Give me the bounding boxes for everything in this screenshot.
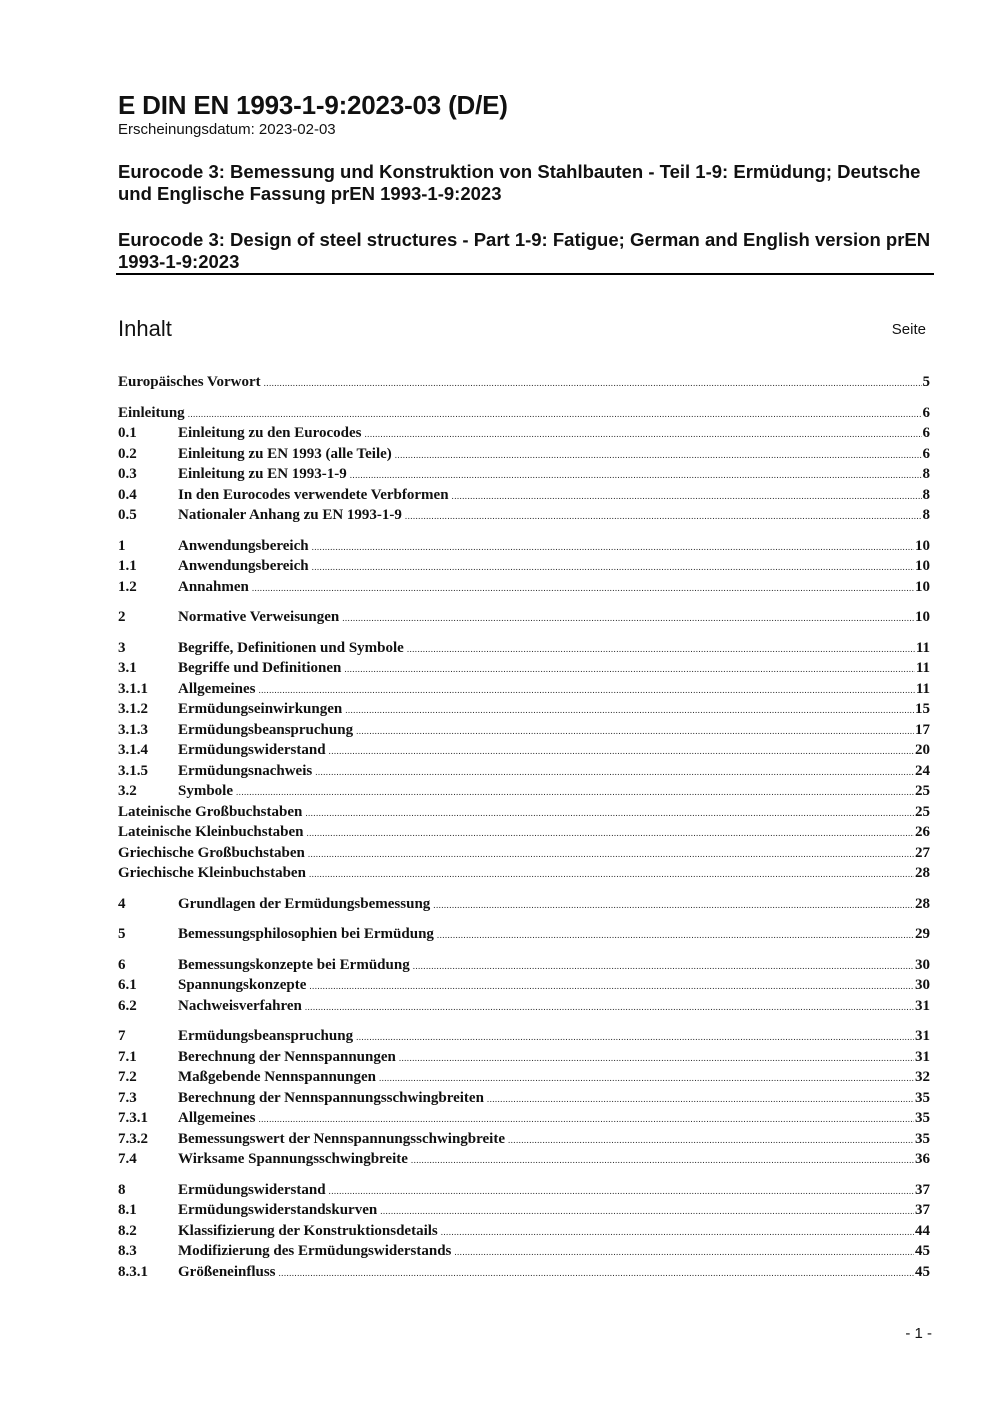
toc-dot-leader	[329, 1181, 914, 1202]
toc-entry-label: Lateinische Großbuchstaben	[118, 803, 303, 820]
title-english: Eurocode 3: Design of steel structures - Part 1-9: Fatigue; German and English version prEN 1993-1-9:2023	[118, 229, 931, 272]
toc-dot-leader	[365, 424, 922, 445]
page-number: - 1 -	[905, 1325, 932, 1342]
toc-entry-label: Einleitung zu EN 1993 (alle Teile)	[178, 445, 392, 462]
toc-entry-page: 8	[922, 466, 930, 482]
toc-entry-page: 8	[922, 507, 930, 523]
toc-entry-label: Größeneinfluss	[178, 1263, 276, 1280]
toc-entry-page: 6	[922, 404, 930, 421]
toc-entry-page: 36	[915, 1151, 930, 1167]
toc-dot-leader	[350, 465, 922, 486]
toc-entry-number: 3.2	[118, 783, 137, 799]
toc-entry[interactable]	[118, 996, 930, 1017]
toc-entry-label: Berechnung der Nennspannungen	[178, 1048, 396, 1065]
toc-entry[interactable]	[118, 955, 930, 976]
publication-date: Erscheinungsdatum: 2023-02-03	[118, 121, 336, 138]
toc-entry[interactable]	[118, 863, 930, 884]
toc-entry-number: 6	[118, 956, 126, 973]
toc-entry[interactable]	[118, 843, 930, 864]
toc-dot-leader	[437, 925, 914, 946]
toc-dot-leader	[305, 997, 914, 1018]
toc-entry[interactable]	[118, 740, 930, 761]
toc-dot-leader	[452, 486, 922, 507]
toc-entry-page: 30	[915, 956, 930, 973]
toc-entry-page: 37	[915, 1181, 930, 1198]
toc-dot-leader	[252, 578, 914, 599]
toc-entry-label: In den Eurocodes verwendete Verbformen	[178, 486, 449, 503]
toc-entry-number: 6.1	[118, 977, 137, 993]
toc-page-column-label: Seite	[891, 321, 926, 338]
toc-entry-label: Anwendungsbereich	[178, 537, 309, 554]
toc-entry[interactable]	[118, 1047, 930, 1068]
toc-entry-page: 6	[922, 445, 930, 462]
toc-entry-label: Spannungskonzepte	[178, 977, 307, 993]
toc-entry-page: 37	[915, 1202, 930, 1218]
toc-entry-page: 15	[915, 701, 930, 717]
toc-entry-page: 31	[915, 1048, 930, 1065]
toc-entry-label: Wirksame Spannungsschwingbreite	[178, 1151, 408, 1167]
toc-entry-number: 3.1	[118, 660, 137, 676]
toc-entry-page: 35	[915, 1110, 930, 1126]
toc-entry-number: 3.1.4	[118, 742, 148, 758]
toc-entry-label: Allgemeines	[178, 1110, 256, 1126]
toc-entry-label: Einleitung	[118, 404, 185, 421]
toc-entry-number: 8.2	[118, 1222, 137, 1239]
toc-entry-page: 28	[915, 865, 930, 881]
toc-entry-page: 24	[915, 762, 930, 779]
toc-entry[interactable]	[118, 464, 930, 485]
toc-entry-page: 32	[915, 1069, 930, 1085]
toc-entry-label: Klassifizierung der Konstruktionsdetails	[178, 1222, 438, 1239]
toc-entry[interactable]	[118, 577, 930, 598]
toc-entry[interactable]	[118, 607, 930, 628]
toc-entry[interactable]	[118, 975, 930, 996]
toc-entry-number: 3.1.1	[118, 680, 148, 697]
toc-entry[interactable]	[118, 372, 930, 393]
toc-entry-page: 5	[922, 374, 930, 390]
toc-entry[interactable]	[118, 802, 930, 823]
toc-entry-number: 0.3	[118, 466, 137, 482]
toc-entry-label: Lateinische Kleinbuchstaben	[118, 824, 304, 840]
toc-dot-leader	[306, 823, 914, 844]
toc-entry-number: 0.1	[118, 425, 137, 441]
toc-entry-page: 20	[915, 742, 930, 758]
toc-entry-number: 2	[118, 609, 126, 625]
toc-entry-number: 8.3.1	[118, 1263, 148, 1280]
toc-entry[interactable]	[118, 1088, 930, 1109]
toc-entry-page: 29	[915, 926, 930, 942]
toc-entry-label: Begriffe, Definitionen und Symbole	[178, 639, 404, 656]
toc-dot-leader	[308, 844, 914, 865]
toc-entry[interactable]	[118, 444, 930, 465]
toc-entry[interactable]	[118, 924, 930, 945]
toc-entry-label: Ermüdungswiderstandskurven	[178, 1202, 378, 1218]
toc-dot-leader	[407, 639, 915, 660]
toc-dot-leader	[312, 537, 914, 558]
toc-entry-label: Nationaler Anhang zu EN 1993-1-9	[178, 507, 402, 523]
toc-entry-page: 11	[915, 680, 930, 697]
toc-entry-number: 3.1.5	[118, 762, 148, 779]
toc-entry[interactable]	[118, 1241, 930, 1262]
toc-entry-number: 7	[118, 1028, 126, 1044]
toc-entry[interactable]	[118, 536, 930, 557]
toc-dot-leader	[380, 1201, 914, 1222]
toc-dot-leader	[305, 803, 914, 824]
toc-entry[interactable]	[118, 638, 930, 659]
toc-dot-leader	[264, 373, 922, 394]
toc-entry-number: 0.2	[118, 445, 137, 462]
toc-dot-leader	[342, 608, 914, 629]
toc-entry[interactable]	[118, 403, 930, 424]
toc-dot-leader	[258, 1109, 914, 1130]
toc-entry[interactable]	[118, 423, 930, 444]
toc-entry-number: 7.2	[118, 1069, 137, 1085]
toc-entry[interactable]	[118, 1221, 930, 1242]
title-german: Eurocode 3: Bemessung und Konstruktion von Stahlbauten - Teil 1-9: Ermüdung; Deutsche und Englische Fassung prEN 1993-1-9:2023	[118, 161, 921, 204]
toc-entry-label: Griechische Großbuchstaben	[118, 844, 305, 861]
toc-entry-number: 7.1	[118, 1048, 137, 1065]
toc-entry-number: 3.1.2	[118, 701, 148, 717]
toc-dot-leader	[258, 680, 914, 701]
toc-entry-number: 8	[118, 1181, 126, 1198]
toc-entry[interactable]	[118, 1200, 930, 1221]
table-of-contents	[118, 372, 930, 1282]
toc-entry-number: 0.4	[118, 486, 137, 503]
toc-dot-leader	[329, 741, 914, 762]
toc-dot-leader	[395, 445, 922, 466]
toc-entry-page: 30	[915, 977, 930, 993]
toc-entry-number: 0.5	[118, 507, 137, 523]
toc-dot-leader	[344, 659, 914, 680]
toc-dot-leader	[411, 1150, 914, 1171]
toc-dot-leader	[188, 404, 922, 425]
toc-entry-label: Bemessungskonzepte bei Ermüdung	[178, 956, 410, 973]
toc-entry-label: Allgemeines	[178, 680, 256, 697]
toc-entry-page: 10	[915, 558, 930, 574]
toc-entry[interactable]	[118, 1262, 930, 1283]
toc-dot-leader	[315, 762, 914, 783]
toc-entry-number: 3.1.3	[118, 721, 148, 738]
toc-dot-leader	[508, 1130, 914, 1151]
toc-entry-number: 7.3.1	[118, 1110, 148, 1126]
toc-entry[interactable]	[118, 1067, 930, 1088]
toc-entry-number: 3	[118, 639, 126, 656]
toc-entry-number: 1.2	[118, 578, 137, 595]
toc-entry[interactable]	[118, 1129, 930, 1150]
toc-entry-label: Bemessungswert der Nennspannungsschwingbreite	[178, 1130, 505, 1147]
toc-entry-label: Einleitung zu EN 1993-1-9	[178, 466, 347, 482]
toc-dot-leader	[309, 864, 914, 885]
toc-entry[interactable]	[118, 505, 930, 526]
toc-entry[interactable]	[118, 1149, 930, 1170]
toc-entry-label: Griechische Kleinbuchstaben	[118, 865, 306, 881]
toc-entry[interactable]	[118, 1180, 930, 1201]
toc-entry[interactable]	[118, 679, 930, 700]
toc-dot-leader	[487, 1089, 914, 1110]
toc-entry-number: 4	[118, 895, 126, 912]
toc-entry-label: Maßgebende Nennspannungen	[178, 1069, 376, 1085]
toc-entry-page: 28	[915, 895, 930, 912]
toc-entry[interactable]	[118, 781, 930, 802]
toc-entry[interactable]	[118, 894, 930, 915]
toc-entry-number: 7.4	[118, 1151, 137, 1167]
toc-entry-page: 27	[915, 844, 930, 861]
toc-entry-label: Ermüdungswiderstand	[178, 742, 326, 758]
toc-entry-page: 10	[915, 537, 930, 554]
toc-entry-page: 8	[922, 486, 930, 503]
toc-dot-leader	[454, 1242, 914, 1263]
toc-dot-leader	[399, 1048, 914, 1069]
toc-entry-page: 25	[915, 803, 930, 820]
toc-entry-page: 45	[915, 1243, 930, 1259]
toc-entry-page: 25	[915, 783, 930, 799]
toc-entry[interactable]	[118, 761, 930, 782]
toc-entry-label: Nachweisverfahren	[178, 997, 302, 1014]
toc-entry-label: Berechnung der Nennspannungsschwingbreiten	[178, 1089, 484, 1106]
toc-entry-page: 31	[915, 997, 930, 1014]
toc-entry-page: 11	[915, 660, 930, 676]
toc-entry-page: 45	[915, 1263, 930, 1280]
toc-entry[interactable]	[118, 658, 930, 679]
toc-entry-page: 11	[915, 639, 930, 656]
toc-entry-label: Bemessungsphilosophien bei Ermüdung	[178, 926, 434, 942]
toc-entry-label: Ermüdungsbeanspruchung	[178, 721, 354, 738]
toc-entry[interactable]	[118, 556, 930, 577]
toc-entry-label: Symbole	[178, 783, 234, 799]
toc-entry-page: 10	[915, 578, 930, 595]
toc-dot-leader	[379, 1068, 914, 1089]
toc-entry-label: Einleitung zu den Eurocodes	[178, 425, 362, 441]
toc-entry-page: 35	[915, 1130, 930, 1147]
toc-entry-label: Grundlagen der Ermüdungsbemessung	[178, 895, 431, 912]
toc-entry[interactable]	[118, 1026, 930, 1047]
toc-dot-leader	[279, 1263, 914, 1284]
toc-entry-number: 8.3	[118, 1243, 137, 1259]
toc-dot-leader	[405, 506, 922, 527]
toc-entry[interactable]	[118, 699, 930, 720]
toc-entry-label: Ermüdungswiderstand	[178, 1181, 326, 1198]
toc-dot-leader	[236, 782, 914, 803]
toc-entry-page: 35	[915, 1089, 930, 1106]
toc-dot-leader	[345, 700, 914, 721]
toc-dot-leader	[356, 1027, 914, 1048]
toc-entry-label: Ermüdungsbeanspruchung	[178, 1028, 354, 1044]
toc-entry-number: 1.1	[118, 558, 137, 574]
toc-entry-number: 5	[118, 926, 126, 942]
toc-dot-leader	[441, 1222, 914, 1243]
toc-entry-page: 6	[922, 425, 930, 441]
toc-entry-number: 7.3	[118, 1089, 137, 1106]
toc-entry-label: Europäisches Vorwort	[118, 374, 261, 390]
toc-entry-number: 6.2	[118, 997, 137, 1014]
toc-dot-leader	[433, 895, 914, 916]
toc-entry[interactable]	[118, 1108, 930, 1129]
toc-entry-page: 31	[915, 1028, 930, 1044]
toc-entry-number: 7.3.2	[118, 1130, 148, 1147]
toc-heading: Inhalt	[118, 316, 172, 341]
toc-entry-page: 26	[915, 824, 930, 840]
toc-dot-leader	[356, 721, 914, 742]
toc-dot-leader	[309, 976, 914, 997]
toc-entry[interactable]	[118, 720, 930, 741]
toc-entry-label: Ermüdungseinwirkungen	[178, 701, 343, 717]
toc-entry[interactable]	[118, 822, 930, 843]
toc-entry[interactable]	[118, 485, 930, 506]
toc-entry-label: Modifizierung des Ermüdungswiderstands	[178, 1243, 452, 1259]
toc-entry-number: 1	[118, 537, 126, 554]
toc-entry-label: Annahmen	[178, 578, 249, 595]
document-title: E DIN EN 1993-1-9:2023-03 (D/E)	[118, 90, 508, 120]
header-divider	[116, 273, 934, 275]
toc-entry-number: 8.1	[118, 1202, 137, 1218]
toc-entry-page: 10	[915, 609, 930, 625]
toc-dot-leader	[312, 557, 914, 578]
toc-dot-leader	[413, 956, 914, 977]
toc-entry-label: Ermüdungsnachweis	[178, 762, 313, 779]
toc-entry-page: 17	[915, 721, 930, 738]
toc-entry-label: Begriffe und Definitionen	[178, 660, 342, 676]
toc-entry-label: Anwendungsbereich	[178, 558, 309, 574]
toc-entry-label: Normative Verweisungen	[178, 609, 340, 625]
toc-entry-page: 44	[915, 1222, 930, 1239]
